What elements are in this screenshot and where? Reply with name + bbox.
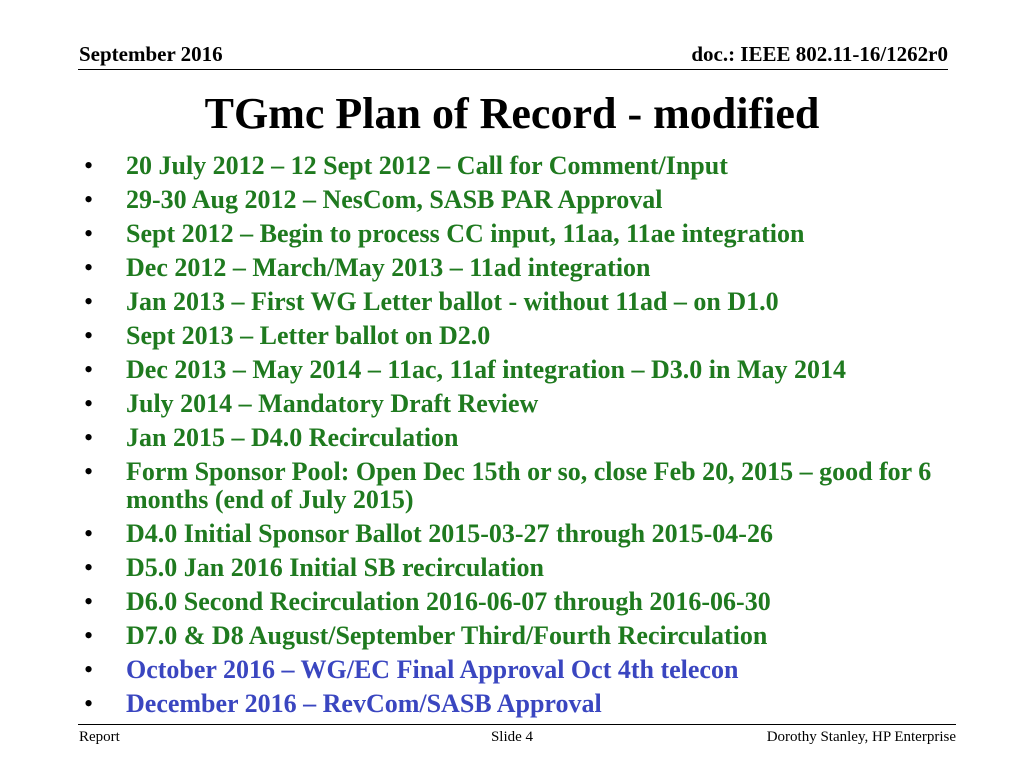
footer-author: Dorothy Stanley, HP Enterprise [766,729,956,745]
bullet-text: Jan 2013 – First WG Letter ballot - without 11ad – on D1.0 [126,287,779,316]
bullet-text: 29-30 Aug 2012 – NesCom, SASB PAR Approval [126,185,663,214]
slide-number: Slide 4 [490,729,534,745]
bullet-item [84,220,964,248]
bullet-icon: • [84,519,94,548]
bullet-item [84,656,964,684]
bullet-icon: • [84,689,94,718]
bullet-item [84,322,964,350]
header-divider [78,69,948,70]
bullet-icon: • [84,287,94,316]
bullet-text: Dec 2012 – March/May 2013 – 11ad integration [126,253,651,282]
bullet-item [84,458,964,514]
bullet-icon: • [84,621,94,650]
bullet-icon: • [84,389,94,418]
bullet-item [84,254,964,282]
bullet-item [84,588,964,616]
slide-title: TGmc Plan of Record - modified [204,89,820,138]
footer-divider [78,724,956,725]
bullet-item [84,424,964,452]
bullet-icon: • [84,457,94,486]
bullet-icon: • [84,587,94,616]
bullet-icon: • [84,355,94,384]
footer-label: Report [79,729,120,745]
bullet-text: Sept 2012 – Begin to process CC input, 11aa, 11ae integration [126,219,805,248]
bullet-icon: • [84,655,94,684]
bullet-text: Sept 2013 – Letter ballot on D2.0 [126,321,491,350]
bullet-icon: • [84,423,94,452]
bullet-list [84,152,964,724]
bullet-text: October 2016 – WG/EC Final Approval Oct 4th telecon [126,655,739,684]
bullet-text: Jan 2015 – D4.0 Recirculation [126,423,459,452]
header-doc-id: doc.: IEEE 802.11-16/1262r0 [691,42,948,66]
bullet-text: July 2014 – Mandatory Draft Review [126,389,539,418]
bullet-item [84,554,964,582]
bullet-text: D5.0 Jan 2016 Initial SB recirculation [126,553,544,582]
bullet-item [84,690,964,718]
bullet-item [84,390,964,418]
bullet-item [84,622,964,650]
bullet-item [84,520,964,548]
bullet-item [84,288,964,316]
bullet-text: Form Sponsor Pool: Open Dec 15th or so, close Feb 20, 2015 – good for 6 months (end of July 2015) [126,457,932,514]
header-date: September 2016 [79,42,223,66]
bullet-icon: • [84,219,94,248]
bullet-icon: • [84,553,94,582]
bullet-text: D7.0 & D8 August/September Third/Fourth Recirculation [126,621,768,650]
bullet-item [84,356,964,384]
bullet-item [84,152,964,180]
bullet-text: December 2016 – RevCom/SASB Approval [126,689,602,718]
bullet-icon: • [84,253,94,282]
bullet-text: 20 July 2012 – 12 Sept 2012 – Call for Comment/Input [126,151,728,180]
bullet-text: Dec 2013 – May 2014 – 11ac, 11af integration – D3.0 in May 2014 [126,355,846,384]
bullet-icon: • [84,151,94,180]
bullet-text: D6.0 Second Recirculation 2016-06-07 through 2016-06-30 [126,587,771,616]
bullet-text: D4.0 Initial Sponsor Ballot 2015-03-27 through 2015-04-26 [126,519,773,548]
bullet-icon: • [84,185,94,214]
bullet-item [84,186,964,214]
bullet-icon: • [84,321,94,350]
